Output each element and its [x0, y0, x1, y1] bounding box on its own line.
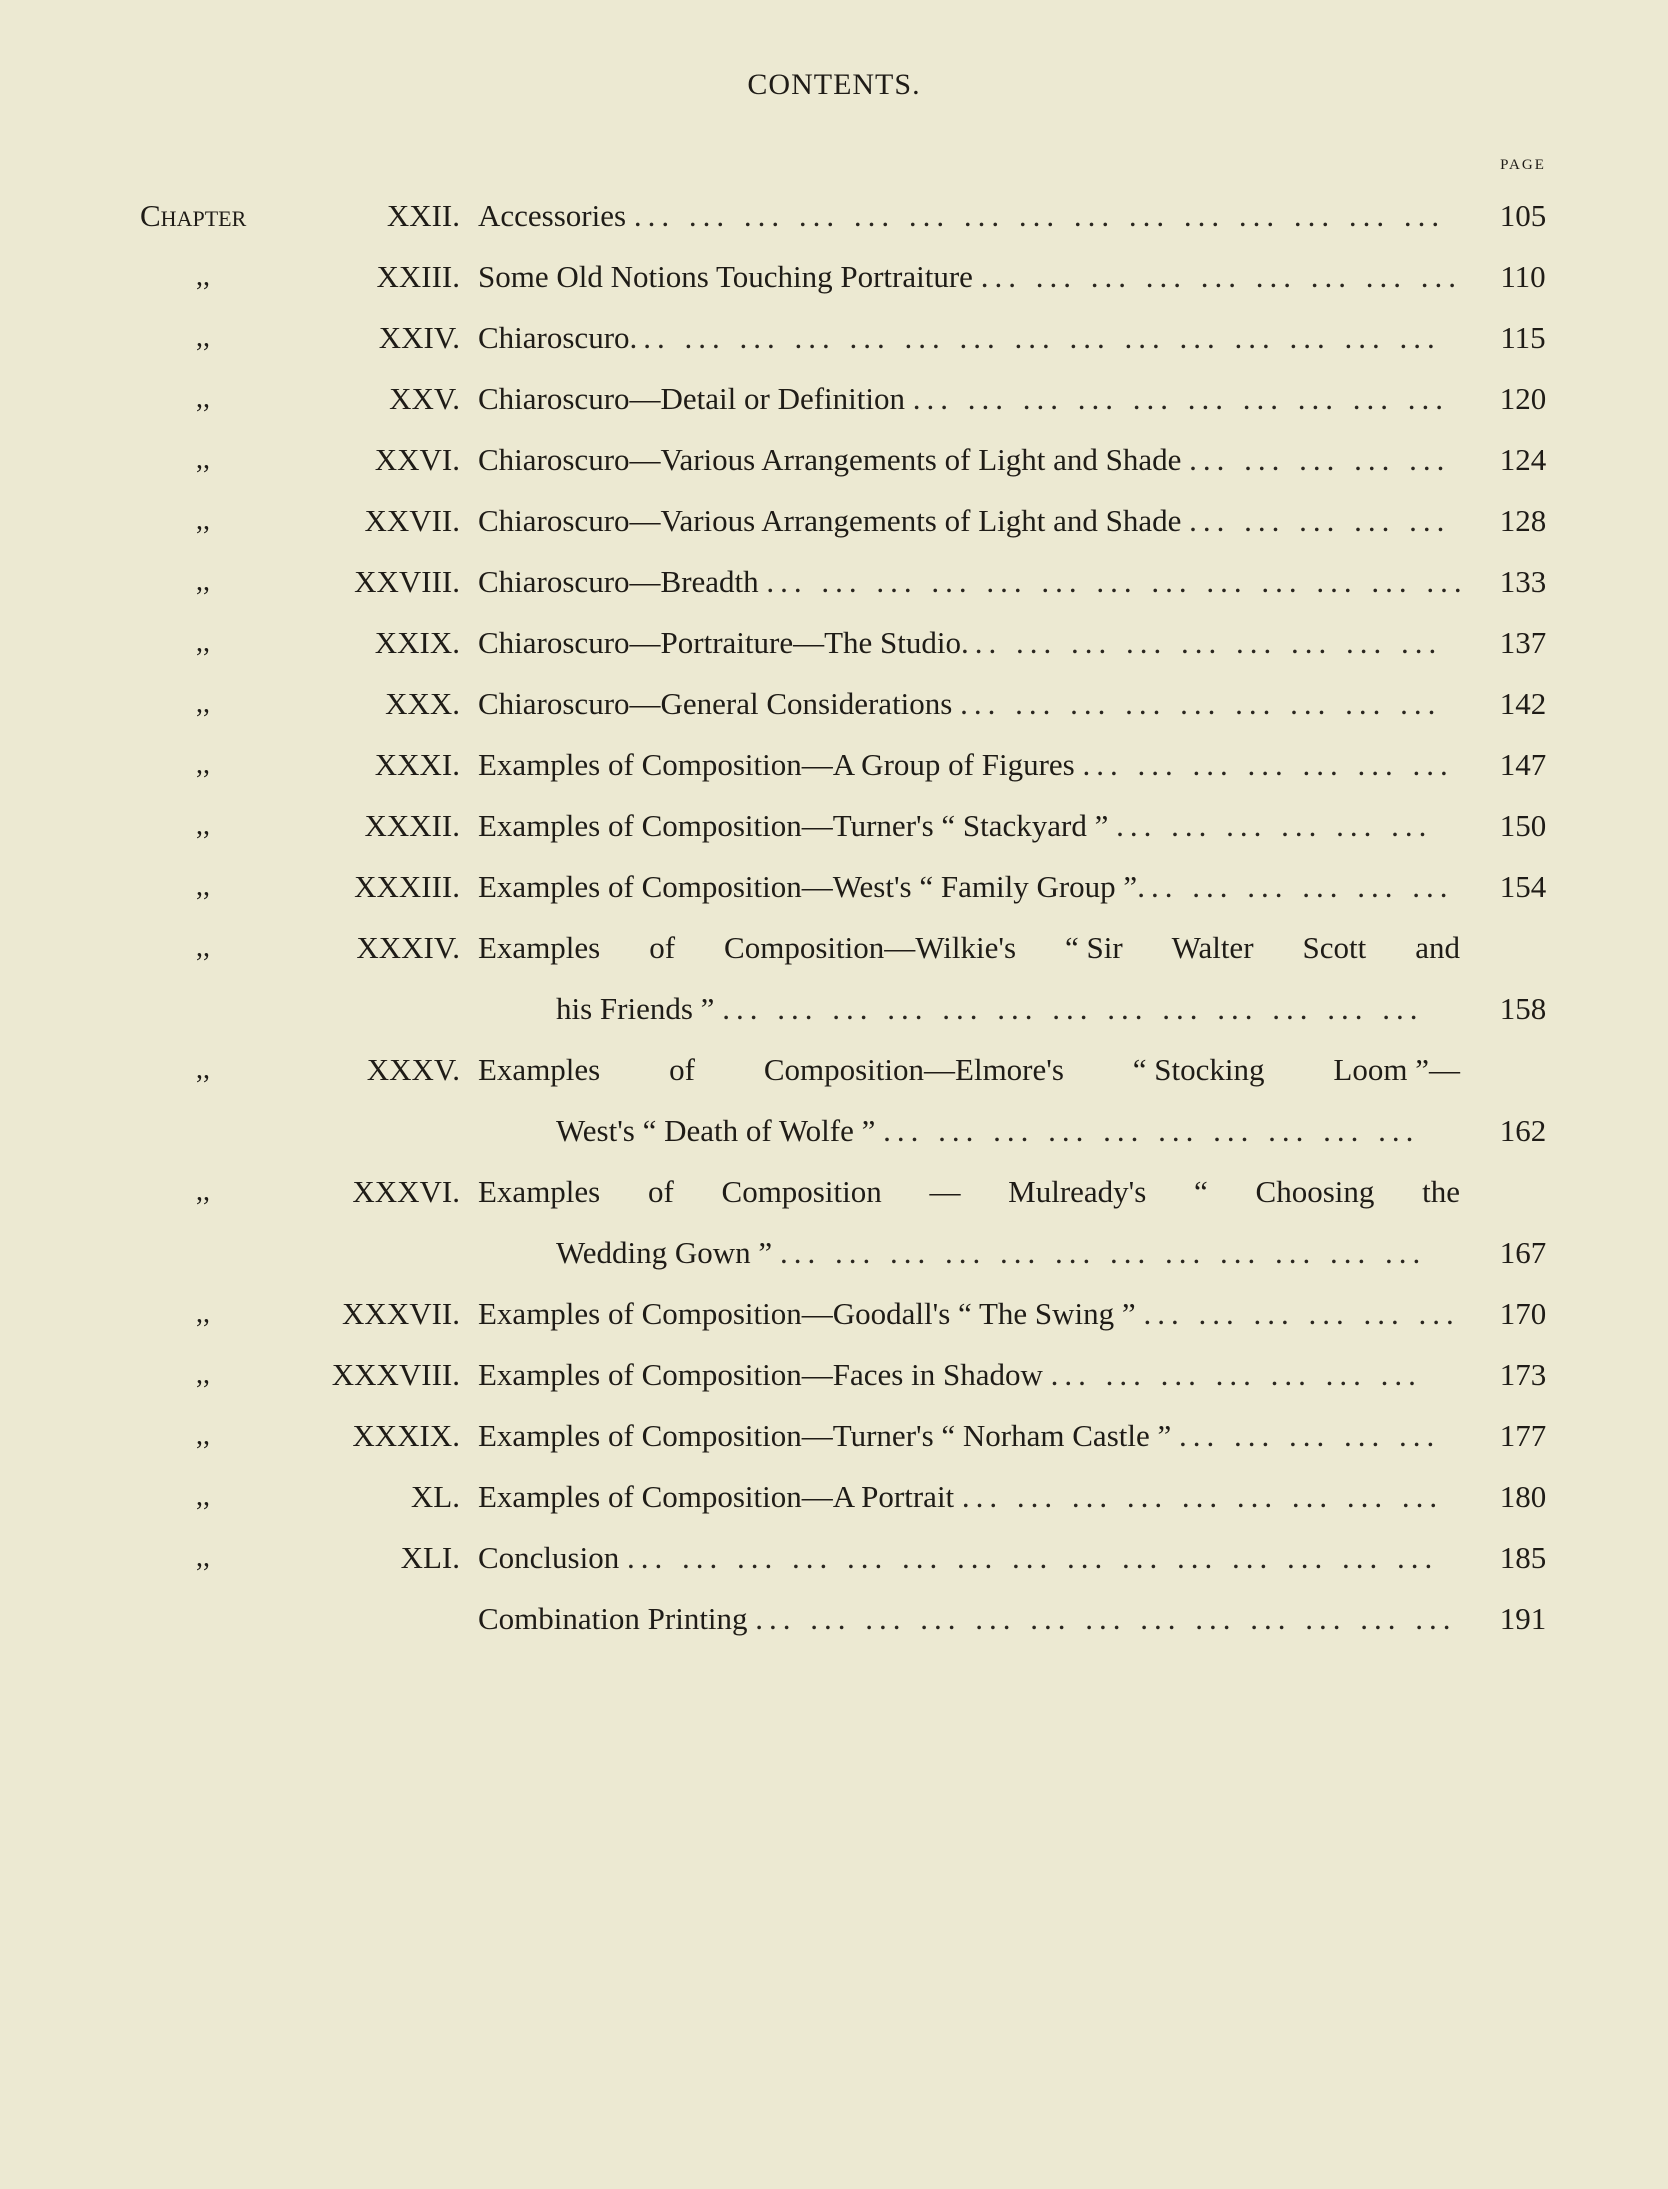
- chapter-number: XXXII.: [364, 808, 460, 843]
- toc-entry: [0, 1589, 1668, 1649]
- entry-title: Conclusion ... ... ... ... ... ... ... ... ... ... ... ... ... ... ...: [478, 1540, 1439, 1575]
- chapter-number: XXXIII.: [354, 869, 460, 904]
- toc-entry: [0, 1528, 1668, 1588]
- page-number: 170: [1499, 1296, 1547, 1331]
- chapter-number: XL.: [410, 1479, 460, 1514]
- chapter-number: XXVIII.: [354, 564, 460, 599]
- entry-title: Examples of Composition—A Group of Figures ... ... ... ... ... ... ...: [478, 747, 1454, 782]
- entry-title: Examples of Composition—Turner's “ Stackyard ” ... ... ... ... ... ...: [478, 808, 1433, 843]
- page-number: 105: [1499, 198, 1547, 233]
- entry-title: Chiaroscuro—Breadth ... ... ... ... ... ... ... ... ... ... ... ... ...: [478, 564, 1468, 599]
- entry-title: Accessories ... ... ... ... ... ... ... ... ... ... ... ... ... ... ...: [478, 198, 1446, 233]
- page-number: 167: [1499, 1235, 1547, 1270]
- chapter-number: XXIV.: [378, 320, 460, 355]
- page-number: 110: [1500, 259, 1546, 294]
- ditto-mark: ,,: [196, 1420, 210, 1451]
- ditto-mark: ,,: [196, 566, 210, 597]
- entry-title: Examples of Composition—Faces in Shadow ... ... ... ... ... ... ...: [478, 1357, 1422, 1392]
- toc-entry-continuation: [0, 1101, 1668, 1161]
- entry-title: Some Old Notions Touching Portraiture ... ... ... ... ... ... ... ... ...: [478, 259, 1462, 294]
- ditto-mark: ,,: [196, 1542, 210, 1573]
- page-column-header: PAGE: [1500, 157, 1546, 173]
- entry-title-continuation: Wedding Gown ” ... ... ... ... ... ... ... ... ... ... ... ...: [556, 1235, 1427, 1270]
- entry-title: Chiaroscuro—Various Arrangements of Light and Shade ... ... ... ... ...: [478, 503, 1451, 538]
- entry-title: Examples of Composition—West's “ Family Group ”... ... ... ... ... ...: [478, 869, 1454, 904]
- toc-entry: [0, 1040, 1668, 1100]
- page-number: 150: [1499, 808, 1547, 843]
- entry-title: Chiaroscuro—Detail or Definition ... ... ... ... ... ... ... ... ... ...: [478, 381, 1450, 416]
- toc-entry: [0, 796, 1668, 856]
- entry-title: Examples of Composition—A Portrait ... ... ... ... ... ... ... ... ...: [478, 1479, 1444, 1514]
- entry-title: Chiaroscuro—Various Arrangements of Light and Shade ... ... ... ... ...: [478, 442, 1451, 477]
- page-number: 185: [1499, 1540, 1547, 1575]
- page-number: 133: [1499, 564, 1547, 599]
- entry-title-continuation: West's “ Death of Wolfe ” ... ... ... ... ... ... ... ... ... ...: [556, 1113, 1420, 1148]
- toc-entry: [0, 674, 1668, 734]
- entry-title: Examples of Composition — Mulready's “ Choosing the: [478, 1174, 1460, 1209]
- ditto-mark: ,,: [196, 322, 210, 353]
- toc-entry: [0, 369, 1668, 429]
- ditto-mark: ,,: [196, 1176, 210, 1207]
- entry-title: Examples of Composition—Turner's “ Norham Castle ” ... ... ... ... ...: [478, 1418, 1441, 1453]
- toc-entry: [0, 491, 1668, 551]
- chapter-number: XXIII.: [376, 259, 460, 294]
- page-number: 162: [1499, 1113, 1547, 1148]
- page-title: CONTENTS.: [747, 68, 921, 101]
- ditto-mark: ,,: [196, 1054, 210, 1085]
- toc-entry: [0, 918, 1668, 978]
- ditto-mark: ,,: [196, 1481, 210, 1512]
- toc-entry-continuation: [0, 1223, 1668, 1283]
- page-number: 142: [1499, 686, 1547, 721]
- ditto-mark: ,,: [196, 932, 210, 963]
- chapter-number: XXIX.: [374, 625, 460, 660]
- toc-entry: [0, 735, 1668, 795]
- entry-title: Examples of Composition—Goodall's “ The Swing ” ... ... ... ... ... ...: [478, 1296, 1460, 1331]
- toc-entry: [0, 1345, 1668, 1405]
- page-number: 124: [1499, 442, 1547, 477]
- entry-title-continuation: his Friends ” ... ... ... ... ... ... ... ... ... ... ... ... ...: [556, 991, 1424, 1026]
- toc-entry: [0, 186, 1668, 246]
- chapter-number: XXXVIII.: [331, 1357, 460, 1392]
- chapter-number: XXVI.: [374, 442, 460, 477]
- toc-entry: [0, 552, 1668, 612]
- ditto-mark: ,,: [196, 505, 210, 536]
- page-number: 147: [1499, 747, 1547, 782]
- chapter-number: XLI.: [400, 1540, 460, 1575]
- page-number: 173: [1499, 1357, 1547, 1392]
- toc-entry-continuation: [0, 979, 1668, 1039]
- ditto-mark: ,,: [196, 810, 210, 841]
- ditto-mark: ,,: [196, 688, 210, 719]
- page-number: 191: [1499, 1601, 1547, 1636]
- chapter-number: XXXI.: [374, 747, 460, 782]
- ditto-mark: ,,: [196, 383, 210, 414]
- page-number: 180: [1499, 1479, 1547, 1514]
- entry-title: Combination Printing ... ... ... ... ... ... ... ... ... ... ... ... ...: [478, 1601, 1457, 1636]
- entry-title: Chiaroscuro—Portraiture—The Studio... ... ... ... ... ... ... ... ...: [478, 625, 1443, 660]
- chapter-number: XXX.: [385, 686, 460, 721]
- page-number: 177: [1499, 1418, 1547, 1453]
- page-number: 128: [1499, 503, 1547, 538]
- entry-title: Examples of Composition—Elmore's “ Stocking Loom ”—: [478, 1052, 1460, 1087]
- chapter-number: XXXVI.: [352, 1174, 460, 1209]
- ditto-mark: ,,: [196, 871, 210, 902]
- page-number: 137: [1499, 625, 1547, 660]
- toc-entry: [0, 613, 1668, 673]
- ditto-mark: ,,: [196, 749, 210, 780]
- toc-entry: [0, 247, 1668, 307]
- toc-entry: [0, 1467, 1668, 1527]
- entry-title: Examples of Composition—Wilkie's “ Sir Walter Scott and: [478, 930, 1460, 965]
- ditto-mark: ,,: [196, 444, 210, 475]
- ditto-mark: ,,: [196, 261, 210, 292]
- chapter-number: XXXIX.: [352, 1418, 460, 1453]
- page-number: 154: [1499, 869, 1547, 904]
- entry-title: Chiaroscuro—General Considerations ... ... ... ... ... ... ... ... ...: [478, 686, 1442, 721]
- toc-entry: [0, 1284, 1668, 1344]
- chapter-number: XXVII.: [364, 503, 460, 538]
- ditto-mark: ,,: [196, 1359, 210, 1390]
- chapter-number: XXXVII.: [342, 1296, 460, 1331]
- chapter-number: XXXV.: [366, 1052, 460, 1087]
- toc-entry: [0, 1406, 1668, 1466]
- toc-entry: [0, 308, 1668, 368]
- toc-entry: [0, 430, 1668, 490]
- toc-entry: [0, 857, 1668, 917]
- entry-title: Chiaroscuro... ... ... ... ... ... ... ... ... ... ... ... ... ... ...: [478, 320, 1441, 355]
- toc-entry: [0, 1162, 1668, 1222]
- ditto-mark: ,,: [196, 1298, 210, 1329]
- ditto-mark: ,,: [196, 627, 210, 658]
- chapter-label: Chapter: [140, 198, 247, 233]
- page-number: 158: [1499, 991, 1547, 1026]
- page-number: 115: [1500, 320, 1546, 355]
- chapter-number: XXXIV.: [356, 930, 460, 965]
- chapter-number: XXV.: [389, 381, 460, 416]
- chapter-number: XXII.: [386, 198, 460, 233]
- page-number: 120: [1499, 381, 1547, 416]
